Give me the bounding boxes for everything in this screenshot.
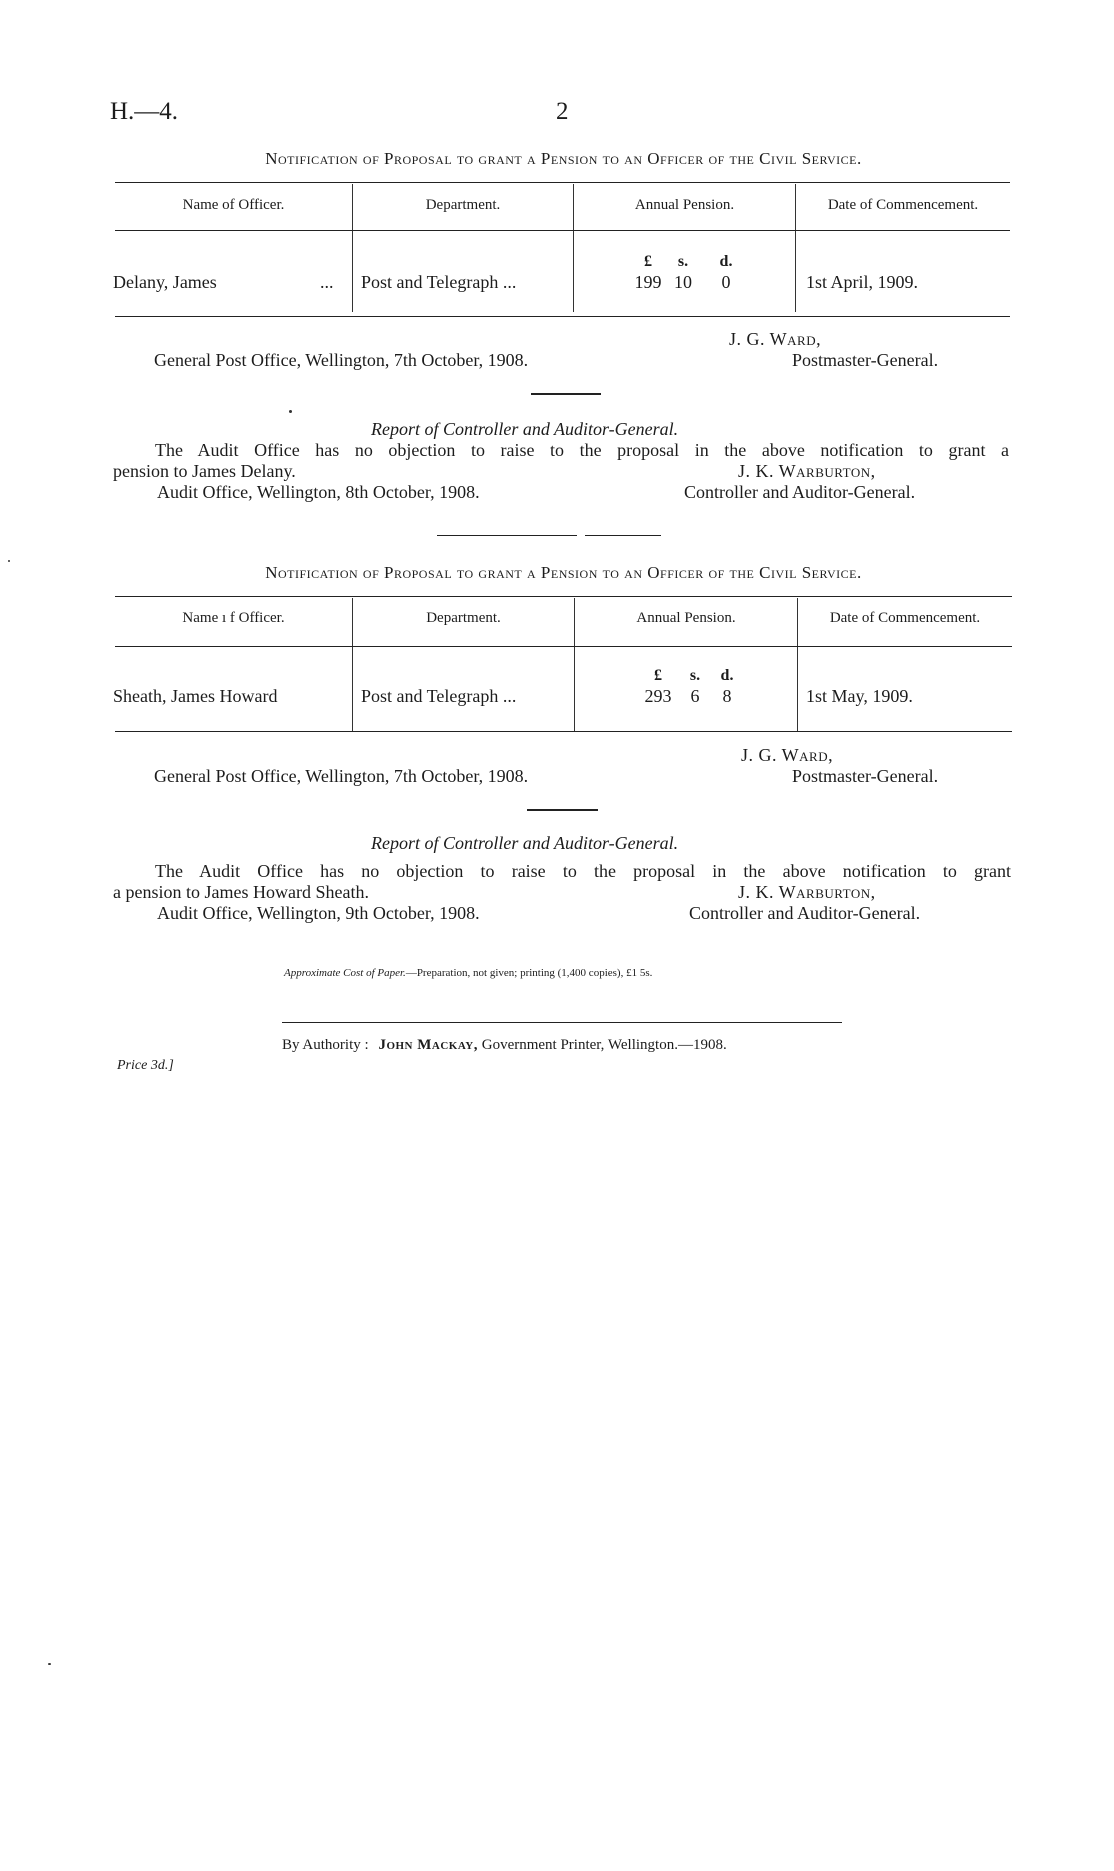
place-date: General Post Office, Wellington, 7th October, 1908. <box>154 350 529 370</box>
currency-shillings-label: s. <box>689 667 701 684</box>
auditor-name: J. K. Warburton, <box>738 882 876 902</box>
authority-prefix: By Authority : <box>282 1037 369 1053</box>
pension-pence: 8 <box>722 686 732 706</box>
section-separator <box>437 535 577 536</box>
column-header-department: Department. <box>425 197 501 213</box>
officer-name: Sheath, James Howard <box>113 686 278 706</box>
ink-speck <box>8 560 10 562</box>
notification-title: Notification of Proposal to grant a Pension to an Officer of the Civil Service. <box>265 149 862 168</box>
signer-title: Postmaster-General. <box>792 350 939 370</box>
authority-suffix: Government Printer, Wellington.—1908. <box>481 1037 727 1053</box>
audit-place-date: Audit Office, Wellington, 9th October, 1908. <box>157 903 480 923</box>
pension-pounds: 293 <box>644 686 672 706</box>
cost-text: —Preparation, not given; printing (1,400 copies), £1 5s. <box>405 967 653 979</box>
currency-pence-label: d. <box>719 253 733 270</box>
column-header-annual-pension: Annual Pension. <box>634 197 735 213</box>
auditor-name: J. K. Warburton, <box>738 461 876 481</box>
pension-pounds: 199 <box>634 272 662 292</box>
auditor-title: Controller and Auditor-General. <box>689 903 921 923</box>
page-number: 2 <box>556 98 569 125</box>
ink-speck <box>48 1663 51 1665</box>
commencement-date: 1st May, 1909. <box>806 686 913 706</box>
column-header-commencement: Date of Commencement. <box>827 197 979 213</box>
table-top-rule <box>115 182 1010 183</box>
table-header-rule <box>115 646 1012 647</box>
signer-title: Postmaster-General. <box>792 766 939 786</box>
currency-pence-label: d. <box>720 667 734 684</box>
department-cell: Post and Telegraph ... <box>361 272 517 292</box>
auditor-title: Controller and Auditor-General. <box>684 482 916 502</box>
section-separator <box>585 535 661 536</box>
table-bottom-rule <box>115 316 1010 317</box>
currency-pounds-label: £ <box>654 667 662 684</box>
column-header-department: Department. <box>426 610 501 626</box>
report-line: The Audit Office has no objection to raise to the proposal in the above notification to grant a <box>155 440 1009 460</box>
signer-name: J. G. Ward, <box>741 745 834 765</box>
ink-speck <box>289 410 292 413</box>
column-header-commencement: Date of Commencement. <box>829 610 981 626</box>
cost-label: Approximate Cost of Paper. <box>284 967 406 979</box>
column-header-name: Name of Officer. <box>182 197 285 213</box>
table-bottom-rule <box>115 731 1012 732</box>
currency-pounds-label: £ <box>644 253 652 270</box>
footer-rule <box>282 1022 842 1023</box>
report-title: Report of Controller and Auditor-General. <box>371 833 679 853</box>
pension-shillings: 10 <box>674 272 692 292</box>
document-reference: H.—4. <box>110 98 179 125</box>
currency-shillings-label: s. <box>677 253 689 270</box>
report-line: pension to James Delany. <box>113 461 296 481</box>
commencement-date: 1st April, 1909. <box>806 272 919 292</box>
printer-name: John Mackay, <box>378 1037 478 1053</box>
column-header-annual-pension: Annual Pension. <box>636 610 736 626</box>
report-line: The Audit Office has no objection to raise to the proposal in the above notification to grant <box>155 861 1011 881</box>
name-leader: ... <box>320 272 334 292</box>
signer-name: J. G. Ward, <box>729 329 822 349</box>
report-line: a pension to James Howard Sheath. <box>113 882 369 902</box>
report-title: Report of Controller and Auditor-General. <box>371 419 679 439</box>
pension-shillings: 6 <box>690 686 700 706</box>
divider-rule <box>527 809 598 811</box>
department-cell: Post and Telegraph ... <box>361 686 517 706</box>
officer-name: Delany, James <box>113 272 217 292</box>
table-top-rule <box>115 596 1012 597</box>
table-header-rule <box>115 230 1010 231</box>
price: Price 3d.] <box>117 1058 174 1073</box>
audit-place-date: Audit Office, Wellington, 8th October, 1908. <box>157 482 480 502</box>
place-date: General Post Office, Wellington, 7th October, 1908. <box>154 766 529 786</box>
column-header-name: Name ı f Officer. <box>182 610 285 626</box>
cost-note <box>284 967 652 979</box>
notification-title: Notification of Proposal to grant a Pension to an Officer of the Civil Service. <box>265 563 862 582</box>
pension-pence: 0 <box>721 272 731 292</box>
authority-line <box>282 1037 727 1054</box>
divider-rule <box>531 393 601 395</box>
